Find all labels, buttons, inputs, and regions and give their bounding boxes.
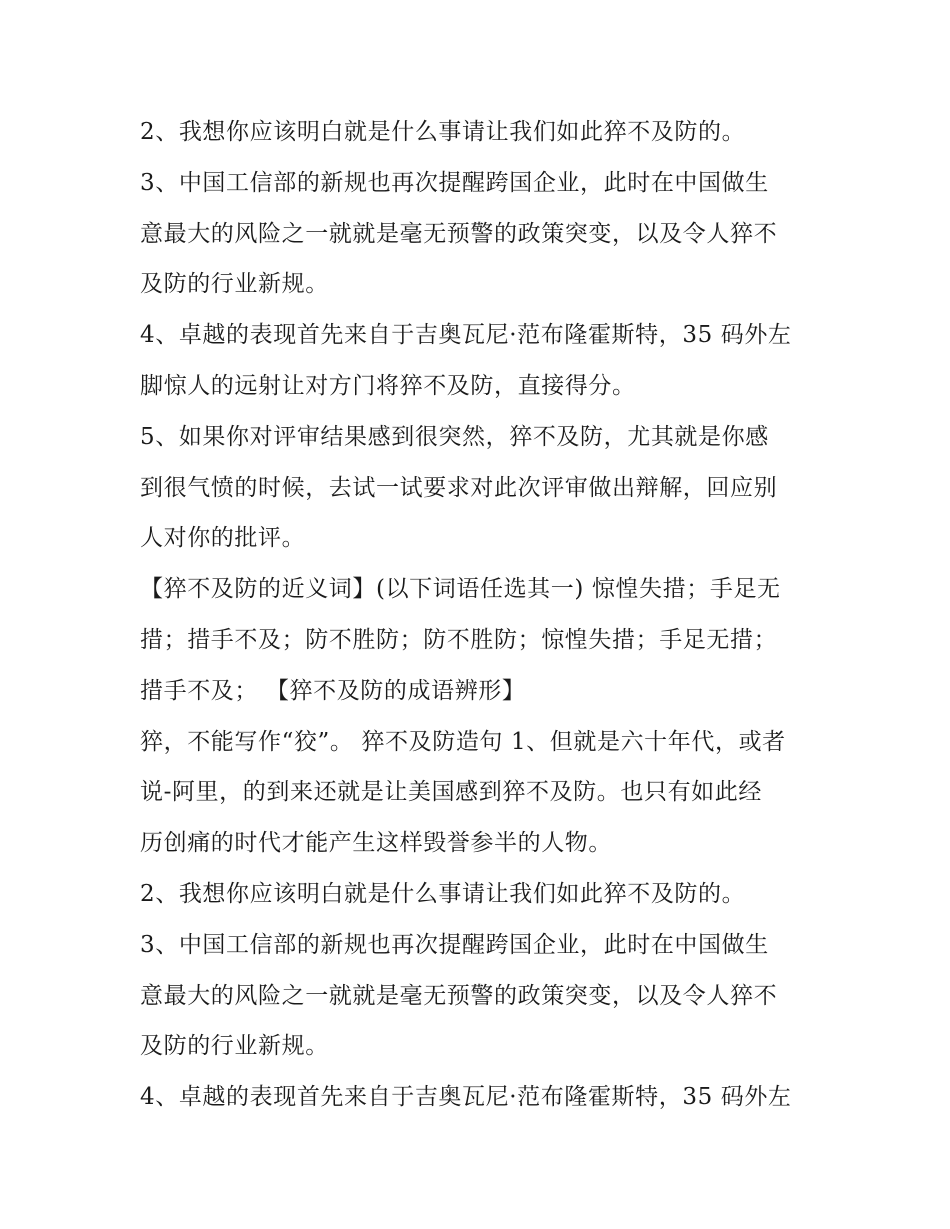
text-line: 2、我想你应该明白就是什么事请让我们如此猝不及防的。 [140,119,746,145]
text-line: 历创痛的时代才能产生这样毁誉参半的人物。 [140,830,612,857]
text-line: 4、卓越的表现首先来自于吉奥瓦尼·范布隆霍斯特，35 码外左 [140,1084,792,1111]
document-body [140,107,820,1123]
text-line: 人对你的批评。 [140,525,306,552]
text-line: 措手不及； 【猝不及防的成语辨形】 [140,677,526,704]
text-line: 猝，不能写作“狡”。 猝不及防造句 1、但就是六十年代，或者 [140,728,786,755]
text-line: 及防的行业新规。 [140,1033,329,1060]
text-line: 【猝不及防的近义词】(以下词语任选其一) 惊惶失措；手足无 [140,576,781,603]
text-line: 脚惊人的远射让对方门将猝不及防，直接得分。 [140,372,636,399]
text-line: 说-阿里，的到来还就是让美国感到猝不及防。也只有如此经 [140,779,762,806]
text-line: 措；措手不及；防不胜防；防不胜防；惊惶失措；手足无措； [140,626,778,653]
text-line: 意最大的风险之一就就是毫无预警的政策突变，以及令人猝不 [140,982,778,1009]
text-line: 3、中国工信部的新规也再次提醒跨国企业，此时在中国做生 [140,169,769,196]
text-line: 4、卓越的表现首先来自于吉奥瓦尼·范布隆霍斯特，35 码外左 [140,322,792,349]
text-line: 2、我想你应该明白就是什么事请让我们如此猝不及防的。 [140,880,746,907]
text-line: 5、如果你对评审结果感到很突然，猝不及防，尤其就是你感 [140,423,769,450]
text-line: 到很气愤的时候，去试一试要求对此次评审做出辩解，回应别 [140,474,778,501]
text-line: 3、中国工信部的新规也再次提醒跨国企业，此时在中国做生 [140,931,769,958]
text-line: 意最大的风险之一就就是毫无预警的政策突变，以及令人猝不 [140,220,778,247]
text-line: 及防的行业新规。 [140,271,329,298]
